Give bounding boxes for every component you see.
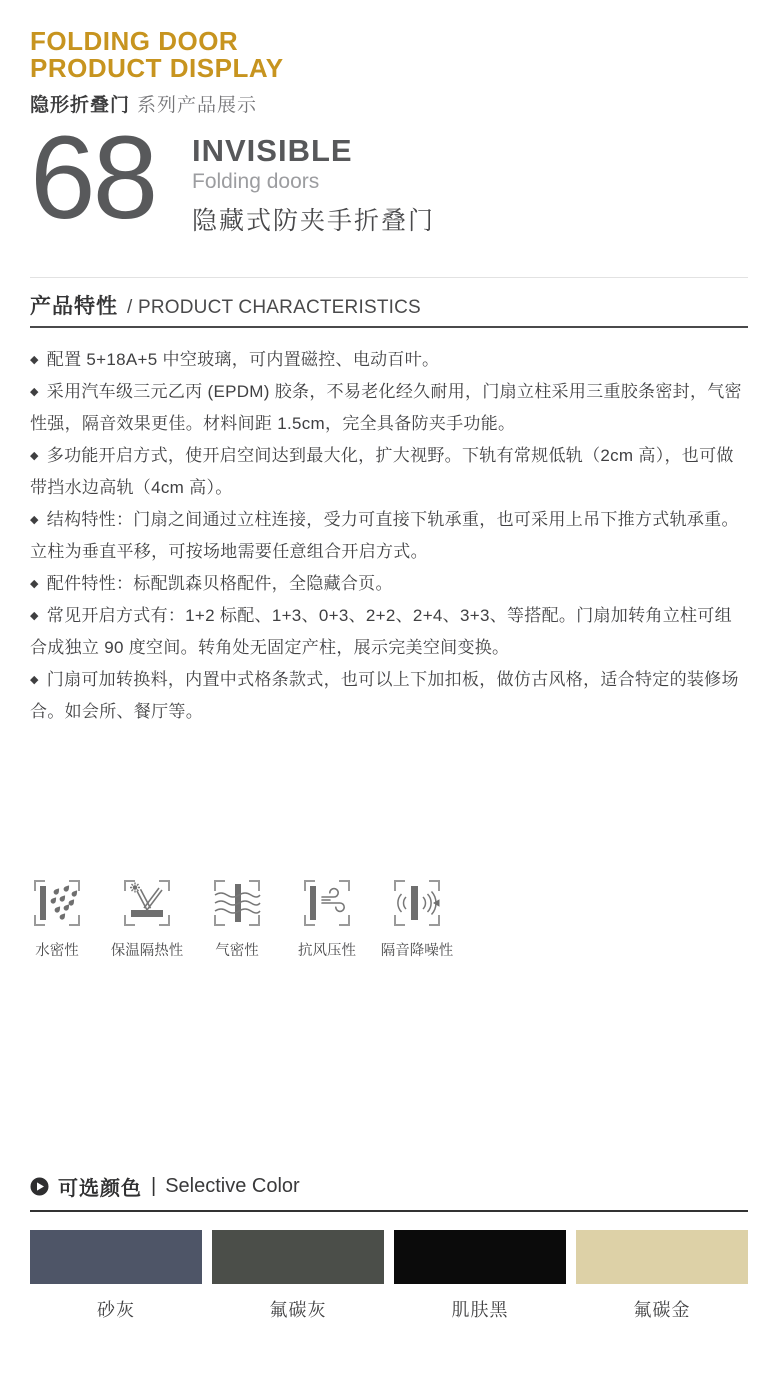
brand-title-line2: PRODUCT DISPLAY [30,53,284,84]
sound-insulation-icon [390,876,444,930]
swatch-item [212,1230,384,1322]
swatch-label: 氟碳灰 [269,1299,327,1320]
bullet-text: 常见开启方式有：1+2 标配、1+3、0+3、2+2、2+4、3+3、等搭配。门扇加转角立柱可组合成独立 90 度空间。转角处无固定产柱，展示完美空间变换。 [30,605,732,657]
product-subtitle-en: Folding doors [192,169,320,193]
swatch-label: 砂灰 [97,1299,135,1320]
swatch-label: 氟碳金 [633,1299,691,1320]
product-title-cn: 隐藏式防夹手折叠门 [192,206,436,235]
bullet-text: 多功能开启方式，使开启空间达到最大化，扩大视野。下轨有常规低轨（2cm 高），也可做带挡水边高轨（4cm 高）。 [30,445,734,497]
top-divider [30,277,748,278]
diamond-bullet-icon: ◆ [30,385,39,398]
bullet-text: 结构特性：门扇之间通过立柱连接，受力可直接下轨承重，也可采用上吊下推方式轨承重。立柱为垂直平移，可按场地需要任意组合开启方式。 [30,509,739,561]
series-title-main: 隐形折叠门 [30,94,131,116]
swatch-item [30,1230,202,1322]
characteristics-list [30,344,748,728]
perf-icon-label: 抗风压性 [298,942,356,959]
bullet-item [30,440,748,504]
selective-color-header [30,1172,748,1201]
diamond-bullet-icon: ◆ [30,513,39,526]
performance-icon-row [30,876,748,960]
perf-icon-label: 保温隔热性 [110,942,184,959]
perf-item-wind-pressure [300,876,354,960]
product-title-en: INVISIBLE [192,132,353,168]
perf-icon-label: 隔音降噪性 [380,942,454,959]
bullet-text: 采用汽车级三元乙丙 (EPDM) 胶条，不易老化经久耐用，门扇立柱采用三重胶条密封，气密性强，隔音效果更佳。材料间距 1.5cm，完全具备防夹手功能。 [30,381,742,433]
play-circle-icon [30,1177,49,1196]
bullet-item [30,344,748,376]
diamond-bullet-icon: ◆ [30,353,39,366]
brand-title [30,28,748,83]
diamond-bullet-icon: ◆ [30,673,39,686]
thermal-insulation-icon [120,876,174,930]
diamond-bullet-icon: ◆ [30,449,39,462]
bullet-text: 配置 5+18A+5 中空玻璃，可内置磁控、电动百叶。 [46,349,440,369]
perf-icon-label: 气密性 [215,942,259,959]
color-swatch [394,1230,566,1284]
air-tightness-icon [210,876,264,930]
water-tightness-icon [30,876,84,930]
bullet-item [30,504,748,568]
selective-color-title-cn: 可选颜色 [58,1177,142,1200]
characteristics-title-cn: 产品特性 [30,294,118,318]
bullet-item [30,600,748,664]
swatch-item [576,1230,748,1322]
perf-item-water-tightness [30,876,84,960]
perf-item-air-tightness [210,876,264,960]
product-number: 68 [30,111,156,244]
series-title-sub: 系列产品展示 [137,94,258,116]
bullet-text: 配件特性：标配凯森贝格配件，全隐藏合页。 [46,573,393,593]
color-swatch-row [30,1230,748,1322]
characteristics-header [30,290,748,320]
bullet-item [30,568,748,600]
swatch-item [394,1230,566,1322]
product-header [30,111,748,244]
swatch-label: 肌肤黑 [451,1299,509,1320]
diamond-bullet-icon: ◆ [30,577,39,590]
perf-item-sound-insulation [380,876,454,960]
perf-icon-label: 水密性 [35,942,79,959]
bullet-item [30,664,748,728]
selective-color-section [30,1172,748,1322]
perf-item-thermal-insulation [110,876,184,960]
title-separator: | [151,1174,157,1197]
product-titles [192,123,435,237]
brand-title-line1: FOLDING DOOR [30,26,239,56]
color-swatch [212,1230,384,1284]
diamond-bullet-icon: ◆ [30,609,39,622]
wind-pressure-icon [300,876,354,930]
selective-color-title-en: Selective Color [165,1174,300,1197]
characteristics-divider [30,326,748,328]
color-swatch [30,1230,202,1284]
bullet-text: 门扇可加转换料，内置中式格条款式，也可以上下加扣板，做仿古风格，适合特定的装修场合。如会所、餐厅等。 [30,669,739,721]
color-swatch [576,1230,748,1284]
bullet-item [30,376,748,440]
characteristics-title-en: / PRODUCT CHARACTERISTICS [127,296,421,318]
selective-color-divider [30,1210,748,1212]
